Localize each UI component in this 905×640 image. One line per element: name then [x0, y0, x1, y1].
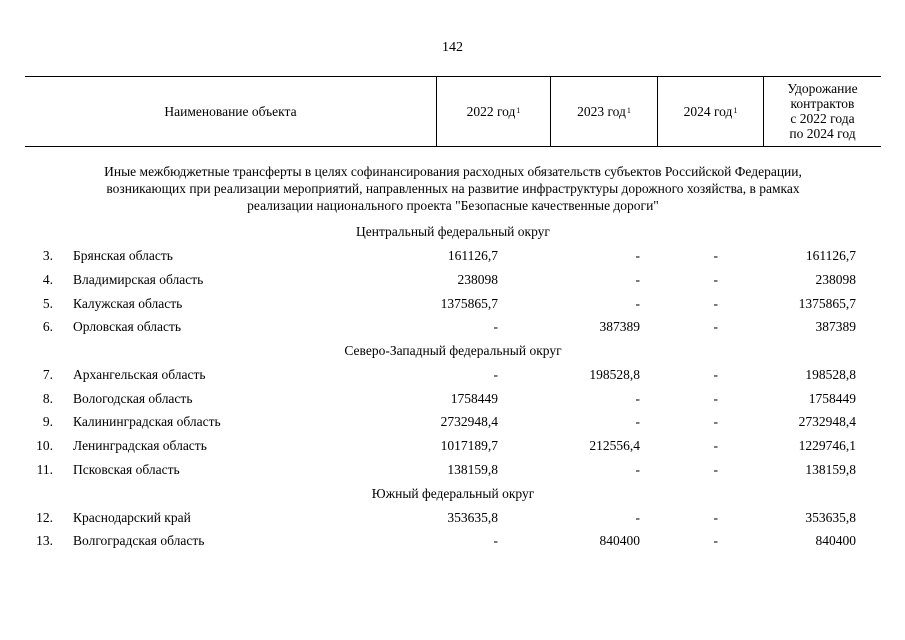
- value-2023: -: [635, 510, 640, 525]
- value-2022: 1758449: [450, 391, 498, 406]
- table-row: [0, 319, 905, 337]
- region-name: Вологодская область: [73, 391, 193, 406]
- district-heading: Центральный федеральный округ: [356, 224, 550, 239]
- region-name: Архангельская область: [73, 367, 206, 382]
- value-2023: 212556,4: [589, 438, 640, 453]
- value-2024: -: [713, 296, 718, 311]
- value-2024: -: [713, 510, 718, 525]
- value-2022: 138159,8: [447, 462, 498, 477]
- header-2023-cell: 2023 год 1: [577, 103, 631, 119]
- table-row: [0, 438, 905, 456]
- header-increase-line: Удорожание: [787, 81, 858, 96]
- section-title: [25, 163, 881, 214]
- region-name: Калужская область: [73, 296, 183, 311]
- district-heading: Южный федеральный округ: [371, 486, 535, 501]
- value-2023: 840400: [599, 533, 640, 548]
- section-title-line: возникающих при реализации мероприятий, направленных на развитие инфраструктуры дорожного хозяйства, в рамках: [106, 181, 800, 196]
- value-increase: 198528,8: [805, 367, 856, 382]
- value-2022: 1017189,7: [440, 438, 498, 453]
- region-name: Калининградская область: [73, 414, 221, 429]
- header-increase-cell: [764, 76, 881, 146]
- value-increase: 1229746,1: [798, 438, 856, 453]
- header-name: Наименование объекта: [164, 103, 297, 119]
- value-increase: 387389: [815, 319, 856, 334]
- table-row: [0, 296, 905, 314]
- value-2024: -: [713, 367, 718, 382]
- row-number: 3.: [42, 248, 53, 263]
- value-2022: 161126,7: [447, 248, 498, 263]
- value-2023: -: [635, 462, 640, 477]
- page-number: 142: [442, 40, 463, 55]
- table-row: [0, 391, 905, 409]
- value-2022: -: [493, 533, 498, 548]
- value-2024: -: [713, 391, 718, 406]
- header-increase-line: по 2024 год: [789, 126, 856, 141]
- value-2023: 198528,8: [589, 367, 640, 382]
- region-name: Владимирская область: [73, 272, 204, 287]
- row-number: 6.: [42, 319, 53, 334]
- region-name: Краснодарский край: [73, 510, 191, 525]
- header-bottom-rule: [25, 146, 881, 147]
- section-title-line: реализации национального проекта "Безопасные качественные дороги": [247, 198, 659, 213]
- header-2022: 2022 год: [466, 103, 516, 119]
- region-name: Брянская область: [73, 248, 173, 263]
- value-increase: 840400: [815, 533, 856, 548]
- value-2024: -: [713, 414, 718, 429]
- row-number: 7.: [42, 367, 53, 382]
- row-number: 8.: [42, 391, 53, 406]
- value-2023: 387389: [599, 319, 640, 334]
- value-2023: -: [635, 391, 640, 406]
- value-increase: 138159,8: [805, 462, 856, 477]
- row-number: 11.: [36, 462, 53, 477]
- value-2023: -: [635, 296, 640, 311]
- value-2024: -: [713, 462, 718, 477]
- region-name: Ленинградская область: [73, 438, 207, 453]
- table-row: [0, 272, 905, 290]
- value-2024: -: [713, 248, 718, 263]
- row-number: 4.: [42, 272, 53, 287]
- header-increase-line: контрактов: [790, 96, 855, 111]
- header-2024: 2024 год: [683, 103, 733, 119]
- table-row: [0, 414, 905, 432]
- value-increase: 1758449: [808, 391, 856, 406]
- value-2022: 1375865,7: [440, 296, 498, 311]
- table-row: [0, 533, 905, 551]
- value-increase: 1375865,7: [798, 296, 856, 311]
- value-2024: -: [713, 319, 718, 334]
- row-number: 10.: [36, 438, 53, 453]
- value-2024: -: [713, 272, 718, 287]
- value-increase: 353635,8: [805, 510, 856, 525]
- table-row: [0, 510, 905, 528]
- value-2022: 2732948,4: [440, 414, 498, 429]
- value-2023: -: [635, 414, 640, 429]
- value-2024: -: [713, 533, 718, 548]
- value-increase: 2732948,4: [798, 414, 856, 429]
- value-2022: -: [493, 367, 498, 382]
- region-name: Орловская область: [73, 319, 182, 334]
- section-title-line: Иные межбюджетные трансферты в целях софинансирования расходных обязательств субъектов Российской Федерации,: [104, 164, 802, 179]
- row-number: 12.: [36, 510, 53, 525]
- region-name: Псковская область: [73, 462, 180, 477]
- header-2024-cell: 2024 год 1: [683, 103, 738, 119]
- row-number: 5.: [42, 296, 53, 311]
- table-row: [0, 248, 905, 266]
- region-name: Волгоградская область: [73, 533, 205, 548]
- value-2022: 238098: [457, 272, 498, 287]
- header-increase-line: с 2022 года: [790, 111, 855, 126]
- value-increase: 238098: [815, 272, 856, 287]
- value-2023: -: [635, 272, 640, 287]
- table-row: [0, 462, 905, 480]
- row-number: 13.: [36, 533, 53, 548]
- district-heading: Северо-Западный федеральный округ: [344, 343, 562, 358]
- header-2023: 2023 год: [577, 103, 626, 119]
- header-2022-cell: 2022 год 1: [466, 103, 521, 119]
- value-2022: -: [493, 319, 498, 334]
- value-2023: -: [635, 248, 640, 263]
- table-row: [0, 367, 905, 385]
- value-2024: -: [713, 438, 718, 453]
- value-2022: 353635,8: [447, 510, 498, 525]
- row-number: 9.: [42, 414, 53, 429]
- header-name-cell: [25, 76, 436, 146]
- value-increase: 161126,7: [805, 248, 856, 263]
